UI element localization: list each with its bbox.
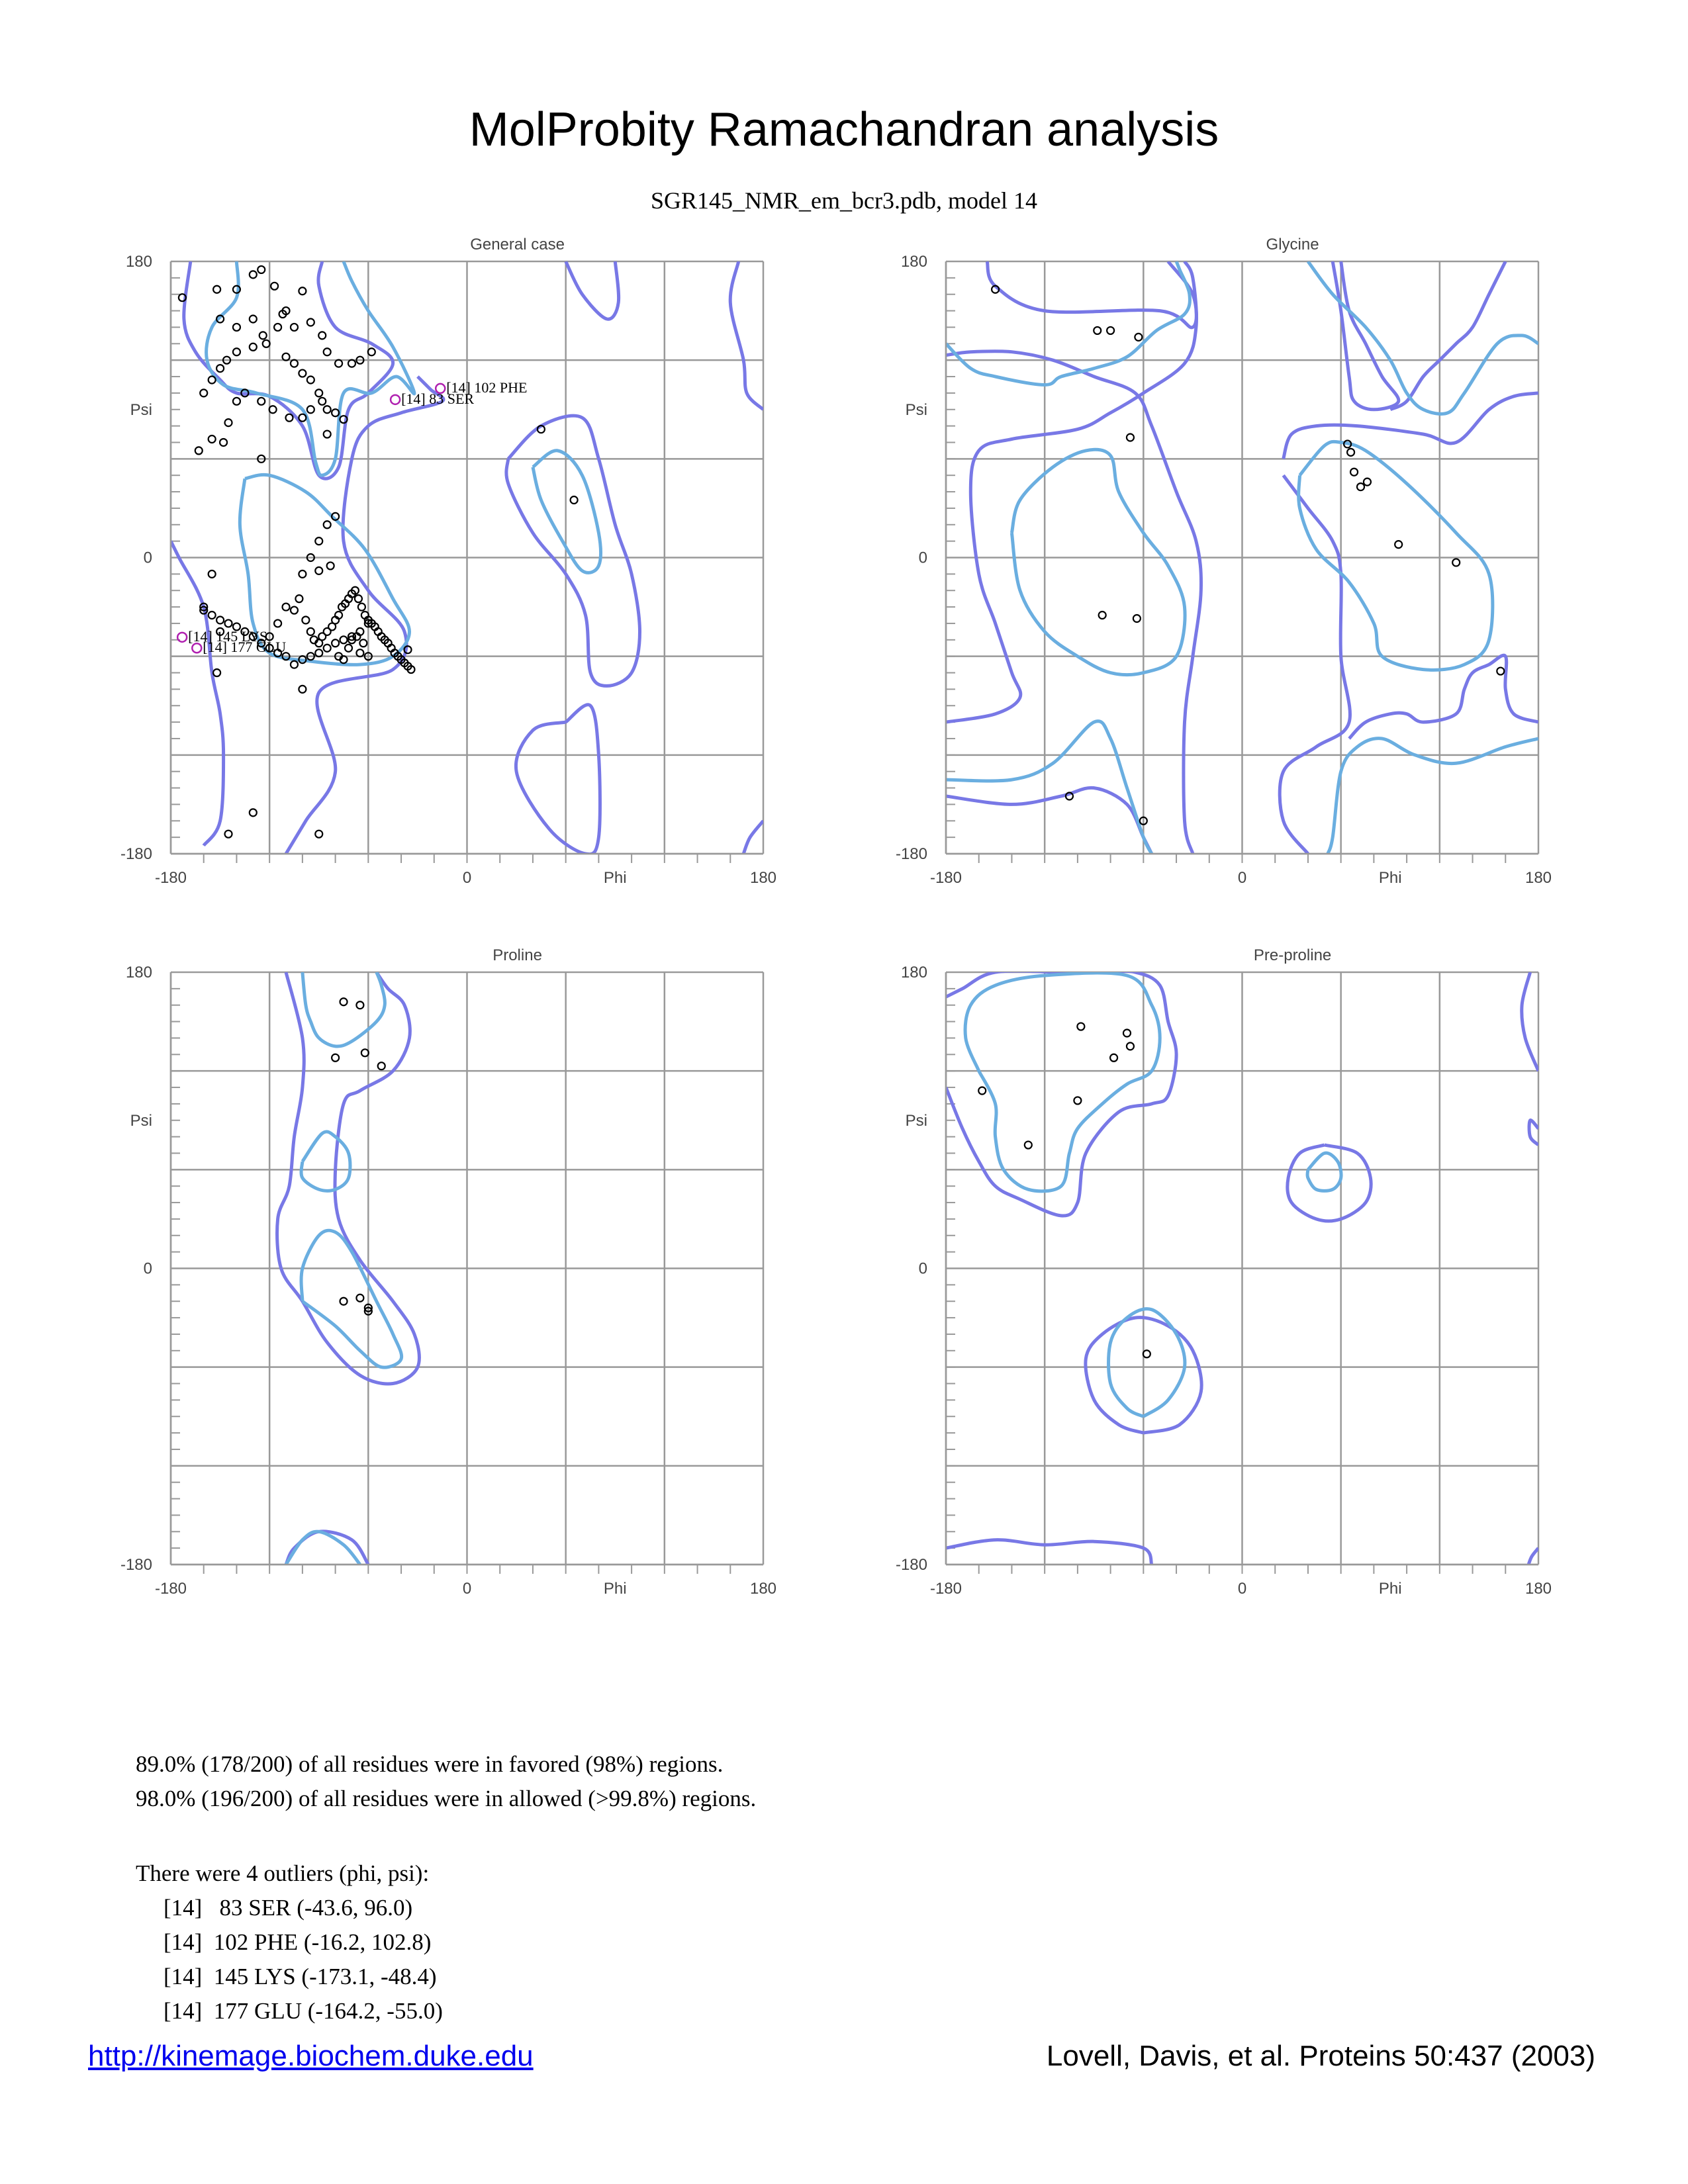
outlier-point [391, 395, 400, 404]
residue-point [307, 318, 314, 326]
allowed-contour [184, 261, 393, 478]
x-axis-label: Phi [603, 1580, 627, 1598]
residue-point [315, 831, 322, 838]
summary [136, 1747, 756, 1816]
outlier-item: [14] 177 GLU (-164.2, -55.0) [164, 1998, 443, 2024]
residue-point [332, 1054, 339, 1062]
citation: Lovell, Davis, et al. Proteins 50:437 (2003) [1046, 2040, 1595, 2072]
residue-point [1127, 434, 1134, 441]
residue-point [286, 414, 293, 422]
favored-contour [533, 451, 601, 573]
allowed-contour [1349, 655, 1538, 739]
y-axis-label: Psi [130, 1111, 152, 1130]
residue-point [324, 645, 331, 652]
residue-point [250, 809, 257, 816]
outlier-label: [14] 83 SER [401, 390, 475, 407]
allowed-contour [171, 541, 224, 846]
data-points [978, 1023, 1150, 1358]
chart-panel [120, 236, 776, 887]
residue-point [291, 324, 298, 331]
residue-point [1025, 1142, 1032, 1149]
residue-point [250, 271, 257, 278]
residue-point [299, 370, 306, 377]
x-tick-label: 180 [749, 1580, 777, 1598]
outlier-point [177, 633, 187, 642]
residue-point [1077, 1023, 1084, 1030]
page-title: MolProbity Ramachandran analysis [469, 103, 1219, 156]
outlier-item: [14] 145 LYS (-173.1, -48.4) [164, 1964, 437, 1989]
residue-point [209, 435, 216, 443]
y-tick-label: 0 [143, 549, 152, 567]
x-axis-label: Phi [603, 869, 627, 887]
residue-point [307, 406, 314, 413]
residue-point [1357, 483, 1364, 490]
residue-point [324, 406, 331, 413]
residue-point [225, 419, 232, 426]
residue-point [340, 998, 348, 1005]
residue-point [978, 1087, 986, 1095]
favored-contour [301, 1230, 402, 1367]
summary-allowed: 98.0% (196/200) of all residues were in allowed (>99.8%) regions. [136, 1786, 757, 1811]
y-tick-label: 0 [143, 1259, 152, 1278]
allowed-contour [516, 705, 600, 854]
residue-point [291, 607, 298, 614]
residue-point [1135, 334, 1142, 341]
residue-point [250, 343, 257, 351]
y-tick-label: -180 [120, 1556, 152, 1574]
residue-point [250, 316, 257, 323]
panel-title: Glycine [1266, 236, 1319, 253]
favored-contour [946, 721, 1152, 854]
residue-point [1127, 1042, 1134, 1050]
y-axis-label: Psi [130, 400, 152, 419]
chart-panel [896, 946, 1552, 1598]
favored-contour [301, 1132, 350, 1191]
residue-point [355, 595, 362, 602]
residue-point [233, 398, 240, 405]
x-tick-label: -180 [154, 869, 187, 887]
x-tick-label: 180 [749, 869, 777, 887]
allowed-contour [743, 821, 763, 854]
residue-point [225, 831, 232, 838]
favored-contour [1299, 441, 1493, 670]
residue-point [1395, 541, 1402, 548]
residue-point [332, 639, 339, 647]
residue-point [315, 537, 322, 545]
outlier-label: [14] 177 GLU [203, 639, 287, 656]
allowed-contour [1522, 972, 1538, 1071]
residue-point [209, 377, 216, 384]
x-tick-label: 0 [462, 1580, 472, 1598]
residue-point [299, 686, 306, 693]
outlier-list-header: There were 4 outliers (phi, psi): [136, 1860, 430, 1886]
favored-contour [1011, 449, 1185, 674]
panel-title: General case [470, 236, 565, 253]
residue-point [1452, 559, 1460, 566]
x-tick-label: 0 [1237, 1580, 1247, 1598]
residue-point [283, 604, 290, 611]
residue-point [225, 619, 232, 627]
residue-point [1107, 327, 1114, 334]
y-tick-label: -180 [895, 1556, 927, 1574]
allowed-contour [506, 416, 640, 686]
outlier-item: [14] 83 SER (-43.6, 96.0) [164, 1895, 413, 1921]
y-tick-label: 180 [125, 253, 152, 271]
y-tick-label: 0 [918, 549, 927, 567]
residue-point [200, 389, 207, 396]
residue-point [302, 616, 309, 623]
x-tick-label: -180 [154, 1580, 187, 1598]
residue-point [216, 365, 224, 372]
residue-point [209, 612, 216, 619]
allowed-contour [566, 261, 619, 319]
x-tick-label: -180 [929, 869, 962, 887]
residue-point [274, 619, 281, 627]
x-axis-label: Phi [1378, 869, 1402, 887]
residue-point [1094, 327, 1101, 334]
residue-point [359, 639, 367, 647]
y-tick-label: 180 [125, 964, 152, 981]
outlier-label: [14] 145 LYS [188, 627, 268, 645]
residue-point [291, 661, 298, 668]
residue-point [258, 266, 265, 273]
allowed-contour [1333, 261, 1399, 410]
residue-point [324, 431, 331, 438]
y-axis-label: Psi [905, 1111, 927, 1130]
favored-contour [1109, 1309, 1185, 1417]
residue-point [378, 1062, 385, 1069]
panel-title: Proline [492, 946, 542, 964]
outlier-label: [14] 102 PHE [446, 379, 528, 396]
y-tick-label: 180 [900, 253, 927, 271]
residue-point [299, 287, 306, 295]
residue-point [356, 1295, 363, 1302]
residue-point [295, 595, 303, 602]
summary-favored: 89.0% (178/200) of all residues were in favored (98%) regions. [136, 1751, 724, 1777]
kinemage-link[interactable]: http://kinemage.biochem.duke.edu [88, 2040, 534, 2072]
outlier-item: [14] 102 PHE (-16.2, 102.8) [164, 1929, 432, 1955]
residue-point [1099, 612, 1106, 619]
allowed-contour [1390, 261, 1505, 410]
residue-point [307, 628, 314, 635]
x-tick-label: 0 [462, 869, 472, 887]
chart-panel [896, 236, 1552, 887]
y-tick-label: -180 [120, 845, 152, 863]
x-tick-label: 180 [1524, 869, 1552, 887]
residue-point [299, 570, 306, 578]
residue-point [340, 636, 348, 643]
y-tick-label: -180 [895, 845, 927, 863]
residue-point [571, 496, 578, 504]
residue-point [318, 398, 326, 405]
residue-point [324, 521, 331, 528]
favored-contour [1307, 1153, 1341, 1191]
residue-point [213, 669, 220, 676]
chart-panel [120, 946, 776, 1598]
x-axis-label: Phi [1378, 1580, 1402, 1598]
residue-point [258, 398, 265, 405]
outlier-point [192, 643, 201, 653]
residue-point [340, 1298, 348, 1305]
residue-point [327, 562, 334, 569]
residue-point [216, 616, 224, 623]
residue-point [274, 324, 281, 331]
residue-point [1497, 668, 1504, 675]
residue-point [356, 1001, 363, 1009]
outlier-list [136, 1856, 443, 2028]
x-tick-label: 0 [1237, 869, 1247, 887]
favored-contour [303, 972, 385, 1046]
allowed-contour [946, 351, 1201, 854]
residue-point [233, 324, 240, 331]
residue-point [233, 348, 240, 355]
residue-point [318, 332, 326, 339]
residue-point [271, 283, 278, 290]
residue-point [315, 567, 322, 574]
residue-point [1074, 1097, 1081, 1104]
residue-point [1110, 1054, 1117, 1062]
residue-point [358, 604, 365, 611]
residue-point [324, 348, 331, 355]
residue-point [213, 286, 220, 293]
residue-point [307, 377, 314, 384]
y-axis-label: Psi [905, 400, 927, 419]
y-tick-label: 0 [918, 1259, 927, 1278]
residue-point [1347, 449, 1354, 456]
residue-point [299, 414, 306, 422]
allowed-contour [730, 261, 763, 410]
residue-point [1123, 1029, 1131, 1036]
allowed-contour [1528, 1548, 1538, 1565]
allowed-contour [946, 788, 1152, 854]
allowed-contour [1529, 1120, 1538, 1145]
allowed-contour [1280, 475, 1350, 854]
residue-point [315, 389, 322, 396]
residue-point [259, 332, 267, 339]
residue-point [220, 439, 227, 446]
y-tick-label: 180 [900, 964, 927, 981]
panel-title: Pre-proline [1253, 946, 1332, 964]
x-tick-label: -180 [929, 1580, 962, 1598]
allowed-contour [946, 1540, 1152, 1565]
allowed-contour [1288, 1145, 1371, 1221]
residue-point [195, 447, 203, 454]
residue-point [1350, 469, 1358, 476]
residue-point [1133, 615, 1141, 622]
allowed-contour [987, 261, 1196, 328]
favored-contour [965, 973, 1160, 1191]
residue-point [345, 645, 352, 652]
residue-point [1364, 478, 1371, 486]
residue-point [209, 570, 216, 578]
x-tick-label: 180 [1524, 1580, 1552, 1598]
page-subtitle: SGR145_NMR_em_bcr3.pdb, model 14 [651, 187, 1037, 214]
